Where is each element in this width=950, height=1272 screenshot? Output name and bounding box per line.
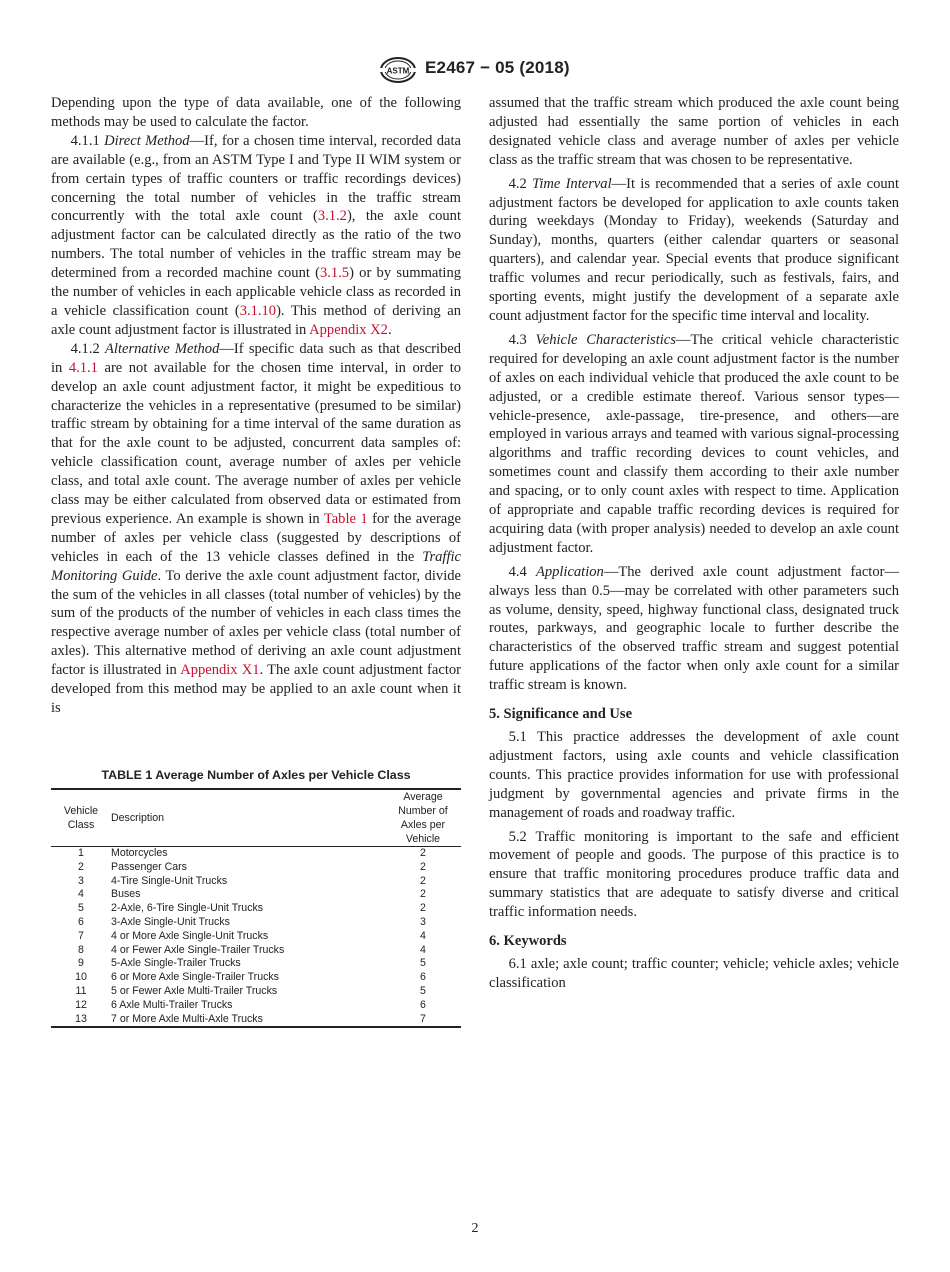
section-4-2: 4.2 Time Interval—It is recommended that a series of axle count adjustment factors be developed for application to axle counts taken during weekdays (Monday to Friday), weekends (Saturday and Sunday), months, quarters (either calendar quarters or seasonal quarters), and calendar year. Special events that produce significant traffic volumes and recur periodically, such as festivals, fairs, and sporting events, might justify the development of a separate axle count adjustment factor for the specific time interval and locality. — [489, 175, 899, 324]
cell-axles: 2 — [420, 860, 426, 873]
cell-description: 3-Axle Single-Unit Trucks — [111, 915, 230, 928]
cell-vehicle-class: 9 — [78, 957, 84, 970]
traffic-monitoring-guide: Traffic Monitoring Guide — [51, 548, 461, 584]
cell-description: 6 Axle Multi-Trailer Trucks — [111, 998, 233, 1011]
cell-axles: 4 — [420, 929, 426, 942]
cell-description: 5-Axle Single-Trailer Trucks — [111, 957, 241, 970]
axles-table-block — [51, 768, 461, 1028]
link-3-1-10[interactable]: 3.1.10 — [239, 302, 277, 319]
section-4-1-2: 4.1.2 Alternative Method—If specific data such as that described in 4.1.1 are not available for the chosen time interval, in order to develop an axle count adjustment factor, it might be expeditious to characterize the vehicles in a representative (presumed to be similar) traffic stream by obtaining for a time interval of the same duration as that for the axle count to be adjusted, concurrent data samples of: vehicle classification count, average number of axles per vehicle class, and total axle count. The average number of axles per vehicle class may be either calculated from observed data or estimated from previous experience. An example is shown in Table 1 for the average number of axles per vehicle class (suggested by descriptions of vehicles in each of the 13 vehicle classes defined in the Traffic Monitoring Guide. To derive the axle count adjustment factor, divide the sum of the vehicles in all classes (total number of vehicles) by the sum of the products of the number of vehicles in each class times the respective average number of axles per vehicle class (total number of axles). This alternative method of deriving an axle count adjustment factor is illustrated in Appendix X1. The axle count adjustment factor developed from this method may be applied to an axle count when it is — [51, 340, 462, 716]
cell-vehicle-class: 8 — [78, 943, 84, 956]
section-4-1-1-title: Direct Method — [104, 132, 190, 149]
cell-axles: 7 — [420, 1012, 426, 1025]
cell-axles: 2 — [420, 847, 426, 859]
section-4-2-title: Time Interval — [532, 175, 612, 192]
cell-vehicle-class: 12 — [75, 998, 87, 1011]
cell-axles: 4 — [420, 943, 426, 956]
cell-description: 6 or More Axle Single-Trailer Trucks — [111, 971, 279, 984]
cell-axles: 5 — [420, 957, 426, 970]
link-appendix-x2[interactable]: Appendix X2 — [309, 321, 388, 338]
table-header-row — [51, 789, 461, 847]
cell-description: 7 or More Axle Multi-Axle Trucks — [111, 1012, 263, 1025]
table-row — [51, 875, 461, 889]
table-title: TABLE 1 Average Number of Axles per Vehicle Class — [101, 768, 411, 782]
cell-vehicle-class: 11 — [75, 984, 87, 997]
section-4-1-2-title: Alternative Method — [105, 340, 220, 357]
section-5-1: 5.1 This practice addresses the development of axle count adjustment factors, using axle counts and vehicle classification counts. This practice provides information for use with professional judgment by governmental agencies and private firms in the management of roads and roadway traffic. — [489, 729, 899, 821]
cell-vehicle-class: 2 — [78, 860, 84, 873]
right-column — [489, 94, 899, 993]
table-row — [51, 888, 461, 902]
table-row — [51, 999, 461, 1013]
page-number: 2 — [471, 1221, 479, 1236]
heading-significance-and-use: 5. Significance and Use — [489, 706, 633, 723]
table-row — [51, 916, 461, 930]
table-row — [51, 944, 461, 958]
cell-vehicle-class: 1 — [78, 847, 84, 859]
cell-vehicle-class: 4 — [78, 888, 84, 901]
cell-vehicle-class: 5 — [78, 902, 84, 915]
link-3-1-2[interactable]: 3.1.2 — [317, 208, 347, 225]
cell-description: Motorcycles — [111, 847, 168, 859]
astm-logo-icon — [378, 57, 418, 83]
cell-description: 4 or More Axle Single-Unit Trucks — [111, 929, 269, 942]
document-id: E2467 − 05 (2018) — [425, 58, 570, 77]
cell-axles: 5 — [420, 984, 426, 997]
cell-description: Passenger Cars — [111, 860, 187, 873]
section-4-3: 4.3 Vehicle Characteristics—The critical vehicle characteristic required for developing an axle count adjustment factor is the number of axles on each individual vehicle that produced the axle count to be adjusted, or a credible estimate thereof. Various sensor types—vehicle-presence, axle-passage, tire-presence, and others—are employed in various arrays and teamed with various signal-processing algorithms and traffic recording devices to count vehicles, and sometimes count and classify them according to their axle number and spacing, or to only count axles with respect to time. Application of appropriate and capable traffic recording devices is required for acquiring data (with proper analysis) needed to develop an axle count adjustment factor. — [489, 331, 900, 556]
page-header — [0, 57, 950, 83]
cell-axles: 6 — [420, 971, 426, 984]
section-4-4-title: Application — [535, 563, 604, 580]
link-3-1-5[interactable]: 3.1.5 — [319, 265, 350, 282]
section-5-2: 5.2 Traffic monitoring is important to the safe and efficient movement of people and goods. The purpose of this practice is to ensure that traffic monitoring procedures produce traffic data and summary statistics that are adequate to satisfy diverse and critical traffic information needs. — [489, 828, 899, 921]
cell-vehicle-class: 3 — [78, 874, 84, 887]
table-row — [51, 847, 461, 861]
table-row — [51, 1013, 461, 1028]
cell-vehicle-class: 7 — [78, 929, 84, 942]
link-4-1-1[interactable]: 4.1.1 — [68, 359, 98, 376]
cell-vehicle-class: 13 — [75, 1012, 87, 1025]
table-row — [51, 902, 461, 916]
header-average-axles: Average Number of Axles per Vehicle — [398, 791, 448, 845]
left-column — [51, 94, 461, 718]
section-4-3-title: Vehicle Characteristics — [535, 331, 676, 348]
cell-description: 5 or Fewer Axle Multi-Trailer Trucks — [111, 984, 278, 997]
table-body — [51, 847, 461, 1028]
continuation-paragraph: assumed that the traffic stream which produced the axle count being adjusted had essentially the same portion of vehicles in each designated vehicle class and average number of axles per vehicle class as the traffic stream that was chosen to be representative. — [489, 95, 899, 168]
header-vehicle-class: Vehicle Class — [63, 805, 99, 831]
link-table-1[interactable]: Table 1 — [323, 510, 368, 527]
link-appendix-x1[interactable]: Appendix X1 — [180, 662, 260, 679]
cell-vehicle-class: 6 — [78, 915, 84, 928]
table-row — [51, 985, 461, 999]
cell-axles: 2 — [420, 888, 426, 901]
table-row — [51, 930, 461, 944]
cell-description: Buses — [111, 888, 141, 901]
section-6-1: 6.1 axle; axle count; traffic counter; vehicle; vehicle axles; vehicle classification — [489, 955, 899, 991]
section-4-4: 4.4 Application—The derived axle count adjustment factor—always less than 0.5—may be correlated with other parameters such as volume, density, speed, highway functional class, designated truck routes, parkways, and geographic locale to further describe the characteristics of the observed traffic stream and suggest potential future applications of the factor when only axle count for a similar traffic stream is known. — [489, 563, 899, 694]
cell-description: 4-Tire Single-Unit Trucks — [111, 874, 228, 887]
table-row — [51, 957, 461, 971]
heading-keywords: 6. Keywords — [489, 933, 567, 950]
cell-axles: 3 — [420, 915, 426, 928]
cell-axles: 2 — [420, 874, 426, 887]
intro-paragraph: Depending upon the type of data available, one of the following methods may be used to calculate the factor. — [51, 95, 461, 130]
axles-table — [51, 788, 461, 1028]
section-4-1-1: 4.1.1 Direct Method—If, for a chosen time interval, recorded data are available (e.g., from an ASTM Type I and Type II WIM system or from certain types of traffic counters or traffic recordings devices) concerning the total number of vehicles in the traffic stream concurrently with the total axle count (3.1.2), the axle count adjustment factor can be calculated directly as the ratio of the two numbers. The total number of vehicles in the traffic stream may be determined from a recorded machine count (3.1.5) or by summating the number of vehicles in each applicable vehicle class as recorded in a vehicle classification count (3.1.10). This method of deriving an axle count adjustment factor is illustrated in Appendix X2. — [51, 132, 461, 338]
svg-text:ASTM: ASTM — [386, 66, 410, 76]
table-row — [51, 971, 461, 985]
table-row — [51, 861, 461, 875]
header-description: Description — [111, 812, 164, 824]
cell-description: 2-Axle, 6-Tire Single-Unit Trucks — [111, 902, 264, 915]
cell-description: 4 or Fewer Axle Single-Trailer Trucks — [111, 943, 285, 956]
cell-axles: 6 — [420, 998, 426, 1011]
cell-vehicle-class: 10 — [75, 971, 87, 984]
cell-axles: 2 — [420, 902, 426, 915]
